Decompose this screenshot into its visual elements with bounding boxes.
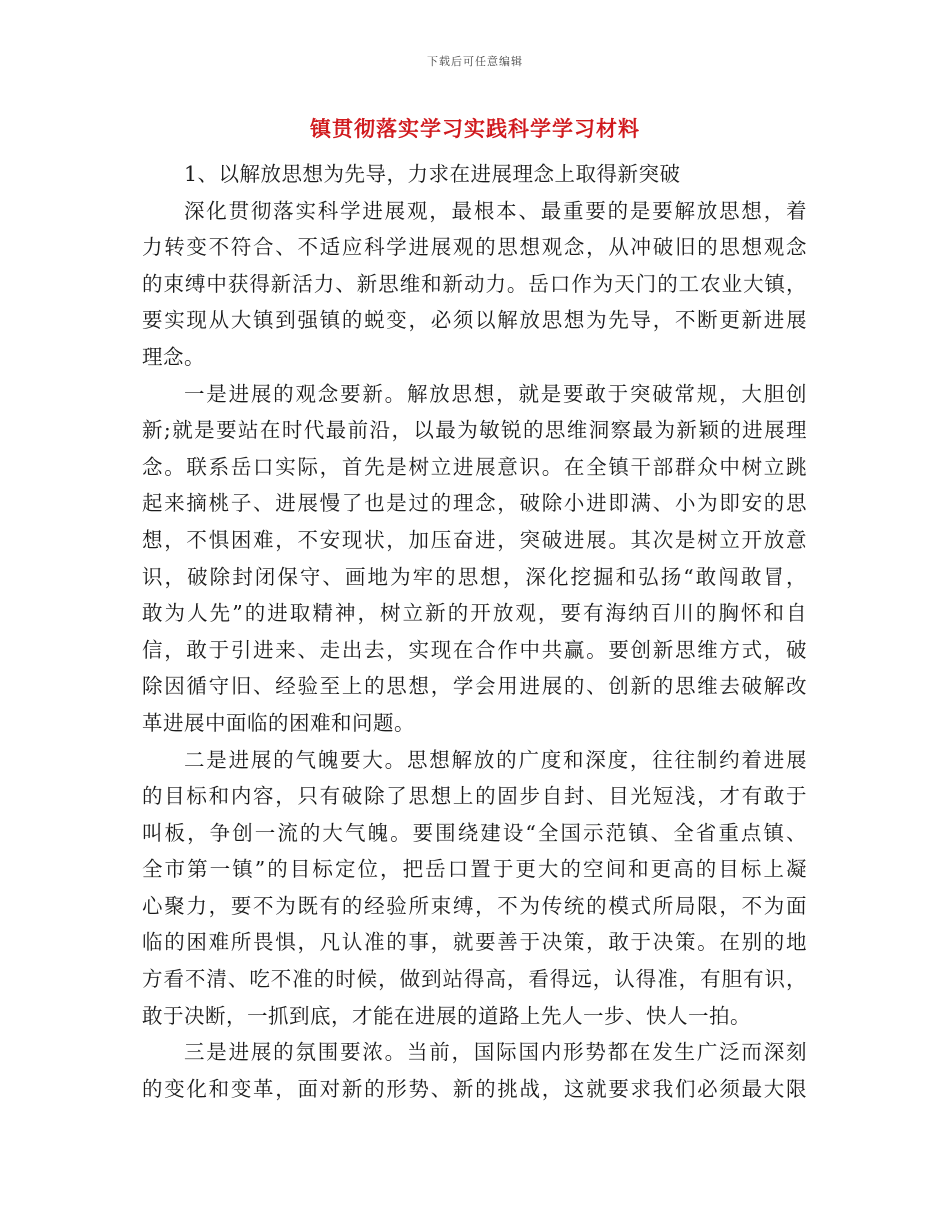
text-line: 敢于决断，一抓到底，才能在进展的道路上先人一步、快人一拍。 xyxy=(142,1003,751,1028)
text-line: 的束缚中获得新活力、新思维和新动力。岳口作为天门的工农业大镇， xyxy=(142,271,807,296)
text-line: 叫板，争创一流的大气魄。要围绕建设“全国示范镇、全省重点镇、 xyxy=(142,820,807,845)
text-line: 念。联系岳口实际，首先是树立进展意识。在全镇干部群众中树立跳 xyxy=(142,454,807,479)
text-line: 识，破除封闭保守、画地为牢的思想，深化挖掘和弘扬“敢闯敢冒， xyxy=(142,564,807,589)
text-line: 想，不惧困难，不安现状，加压奋进，突破进展。其次是树立开放意 xyxy=(142,527,807,552)
text-line: 起来摘桃子、进展慢了也是过的理念，破除小进即满、小为即安的思 xyxy=(142,491,807,516)
text-line: 除因循守旧、经验至上的思想，学会用进展的、创新的思维去破解改 xyxy=(142,674,807,699)
text-line: 全市第一镇”的目标定位，把岳口置于更大的空间和更高的目标上凝 xyxy=(142,857,807,882)
text-line: 二是进展的气魄要大。思想解放的广度和深度，往往制约着进展 xyxy=(184,747,807,772)
text-line: 信，敢于引进来、走出去，实现在合作中共赢。要创新思维方式，破 xyxy=(142,637,807,662)
text-line: 力转变不符合、不适应科学进展观的思想观念，从冲破旧的思想观念 xyxy=(142,235,807,260)
text-line: 革进展中面临的困难和问题。 xyxy=(142,710,415,735)
text-line: 临的困难所畏惧，凡认准的事，就要善于决策，敢于决策。在别的地 xyxy=(142,930,807,955)
text-line: 心聚力，要不为既有的经验所束缚，不为传统的模式所局限，不为面 xyxy=(142,893,807,918)
text-line: 敢为人先”的进取精神，树立新的开放观，要有海纳百川的胸怀和自 xyxy=(142,601,807,626)
text-line: 要实现从大镇到强镇的蜕变，必须以解放思想为先导，不断更新进展 xyxy=(142,308,807,333)
document-body xyxy=(142,156,807,1107)
text-line: 的变化和变革，面对新的形势、新的挑战，这就要求我们必须最大限 xyxy=(142,1076,807,1101)
text-line: 方看不清、吃不准的时候，做到站得高，看得远，认得准，有胆有识， xyxy=(142,967,807,992)
text-line: 的目标和内容，只有破除了思想上的固步自封、目光短浅，才有敢于 xyxy=(142,784,807,809)
text-line: 1、以解放思想为先导，力求在进展理念上取得新突破 xyxy=(184,162,681,186)
text-line: 一是进展的观念要新。解放思想，就是要敢于突破常规，大胆创 xyxy=(184,381,807,406)
text-line: 三是进展的氛围要浓。当前，国际国内形势都在发生广泛而深刻 xyxy=(184,1040,807,1065)
header-note: 下载后可任意编辑 xyxy=(427,55,523,68)
text-line: 理念。 xyxy=(142,344,205,369)
text-line: 新;就是要站在时代最前沿，以最为敏锐的思维洞察最为新颖的进展理 xyxy=(142,418,807,443)
document-title: 镇贯彻落实学习实践科学学习材料 xyxy=(310,117,640,141)
text-line: 深化贯彻落实科学进展观，最根本、最重要的是要解放思想，着 xyxy=(184,198,807,223)
